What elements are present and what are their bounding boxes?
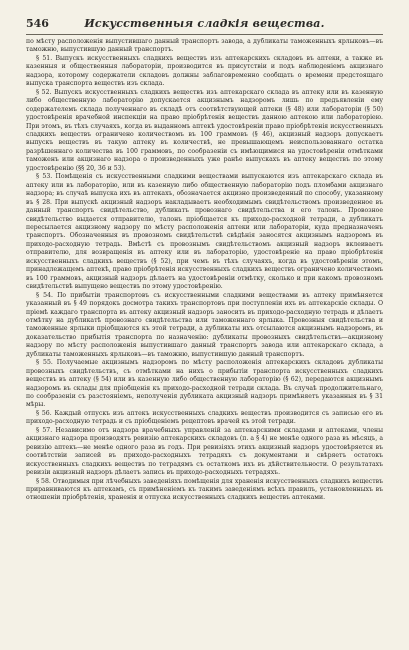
paragraph: по мѣсту расположенія выпустившаго данный транспортъ завода, а дубликаты таможенныхъ ярлыковъ—въ таможню, выпустившую данный транспортъ.: [26, 38, 383, 54]
paragraph: § 53. Помѣщенія съ искусственными сладкими веществами выпускаются изъ аптекарскаго склада въ аптеку или въ лабораторію, или въ казенную либо общественную лабораторію подъ пломбами акцизнаго надзора; въ случаѣ выпуска ихъ въ аптекахъ, обозначается акцизно произведенный по способу, указанному въ § 28. При выпускѣ акцизный надзоръ накладываетъ необходимымъ свидѣтельствомъ произведенное въ данный транспортъ свидѣтельство, дубликатъ провознаго свидѣтельства и его талонъ. Провозное свидѣтельство выдается отправителю, талонъ пріобщается къ приходо-расходной тетради, а дубликатъ пересылается акцизному надзору по мѣсту расположенія аптеки или лабораторіи, куда предназначенъ транспортъ. Обозначенныя въ провозномъ свидѣтельствѣ свѣдѣнія заносятся акцизнымъ надзоромъ въ приходо-расходную тетрадь. Вмѣстѣ съ провознымъ свидѣтельствомъ акцизный надзоръ вклеиваетъ отправителю, для возвращенія въ аптеку или въ лабораторію, удостовѣреніе на право пріобрѣтенія искусственныхъ сладкихъ веществъ (§ 52), при чемъ въ тѣхъ случаяхъ, когда въ удостовѣреніи этомъ, принадлежащемъ аптекѣ, право пріобрѣтенія искусственныхъ сладкихъ веществъ ограничено количествомъ въ 100 граммовъ, акцизный надзоръ дѣлаетъ на удостовѣреніи отмѣтку, сколько и при какомъ провозномъ свидѣтельствѣ выпущено веществъ по этому удостовѣренію.: [26, 173, 383, 291]
page-number: 546: [26, 17, 49, 30]
paragraph: § 54. По прибытіи транспортовъ съ искусственными сладкими веществами въ аптеку примѣняется указанный въ § 49 порядокъ досмотра такихъ транспортовъ при поступленіи ихъ въ аптекарскіе склады. О пріемѣ каждаго транспорта въ аптеку акцизный надзоръ заносить въ приходо-расходную тетрадь и дѣлаетъ отмѣтку на дубликатѣ провознаго свидѣтельства или таможеннаго ярлыка. Провозныя свидѣтельства и таможенные ярлыки пріобщаются къ этой тетради, а дубликаты ихъ отсылаются акцизнымъ надзоромъ, въ доказательство прибытія транспорта по назначенію: дубликаты провозныхъ свидѣтельствъ—акцизному надзору по мѣсту расположенія выпустившаго данный транспортъ завода или аптекарскаго склада, а дубликаты таможенныхъ ярлыковъ—въ таможню, выпустившую данный транспортъ.: [26, 291, 383, 358]
page-header: [26, 16, 383, 32]
header-rule: [26, 34, 383, 35]
page-body: [26, 38, 383, 642]
paragraph: § 55. Получаемые акцизнымъ надзоромъ по мѣсту расположенія аптекарскихъ складовъ дубликаты провозныхъ свидѣтельствъ, съ отмѣтками на нихъ о прибытіи транспорта искусственныхъ сладкихъ веществъ въ аптеку (§ 54) или въ казенную либо общественную лабораторію (§ 62), передаются акцизнымъ надзоромъ въ склады для пріобщенія къ приходо-расходной тетради склада. Въ случаѣ продолжительнаго, по сообразеніи съ разстояніемъ, неполученія дубликата акцизный надзоръ примѣняетъ указанныя въ § 31 мѣры.: [26, 359, 383, 409]
paragraph: § 58. Отводимыя при лѣчебныхъ заведеніяхъ помѣщенія для храненія искусственныхъ сладкихъ веществъ приравниваются къ аптекамъ, съ примѣненіемъ къ такимъ заведеніямъ всѣхъ правилъ, установленныхъ въ отношеніи пріобрѣтенія, храненія и отпуска искусственныхъ сладкихъ веществъ аптеками.: [26, 477, 383, 502]
running-title: Искусственныя сладкія вещества.: [84, 17, 325, 30]
paragraph: § 51. Выпускъ искусственныхъ сладкихъ веществъ изъ аптекарскихъ складовъ въ аптеки, а также въ казенныя и общественныя лабораторіи, производится въ присутствіи и подъ наблюденіемъ акцизнаго надзора, которому содержатели складовъ должны заблаговременно сообщать о времени предстоящаго выпуска транспорта веществъ изъ склада.: [26, 54, 383, 88]
paragraph: § 52. Выпускъ искусственныхъ сладкихъ веществъ изъ аптекарскаго склада въ аптеку или въ казенную либо общественную лабораторію допускается акцизнымъ надзоромъ лишь по предъявленіи ему содержателемъ склада полученнаго въ складѣ отъ соотвѣтствующей аптеки (§ 48) или лабораторіи (§ 50) удостовѣренія врачебной инспекціи на право пріобрѣтенія веществъ данною аптекою или лабораторіею. При этомъ, въ тѣхъ случаяхъ, когда въ выданномъ аптекѣ удостовѣреніи право пріобрѣтенія искусственныхъ сладкихъ веществъ ограничено количествомъ въ 100 граммовъ (§ 46), акцизный надзоръ допускаетъ выпускъ веществъ въ такую аптеку въ количествѣ, не превышающемъ неиспользованнаго остатка разрѣшеннаго количества въ 100 граммовъ, по сообразеніи съ имѣющимися на удостовѣреніи отмѣтками таможенъ или акцизнаго надзора о произведенныхъ уже ранѣе выпускахъ въ аптеку веществъ по этому удостовѣренію (§§ 20, 36 и 53).: [26, 88, 383, 172]
paragraph: § 56. Каждый отпускъ изъ аптекъ искусственныхъ сладкихъ веществъ производится съ записью его въ приходо-расходную тетрадь и съ пріобщеніемъ рецептовъ врачей къ этой тетради.: [26, 409, 383, 426]
paragraph: § 57. Независимо отъ надзора врачебныхъ управленій за аптекарскими складами и аптеками, члены акцизнаго надзора производятъ ревизію аптекарскихъ складовъ (п. а § 4) не менѣе одного раза въ мѣсяцъ, а ревизію аптекъ—не менѣе одного раза въ годъ. При ревизіяхъ этихъ акцизный надзоръ удостовѣряется въ соотвѣтствіи записей въ приходо-расходныхъ тетрадяхъ съ документами и свѣряетъ остатокъ искусственныхъ сладкихъ веществъ по тетрадямъ съ остаткомъ ихъ въ дѣйствительности. О результатахъ ревизіи акцизный надзоръ дѣлаетъ запись въ приходо-расходныхъ тетрадяхъ.: [26, 426, 383, 477]
